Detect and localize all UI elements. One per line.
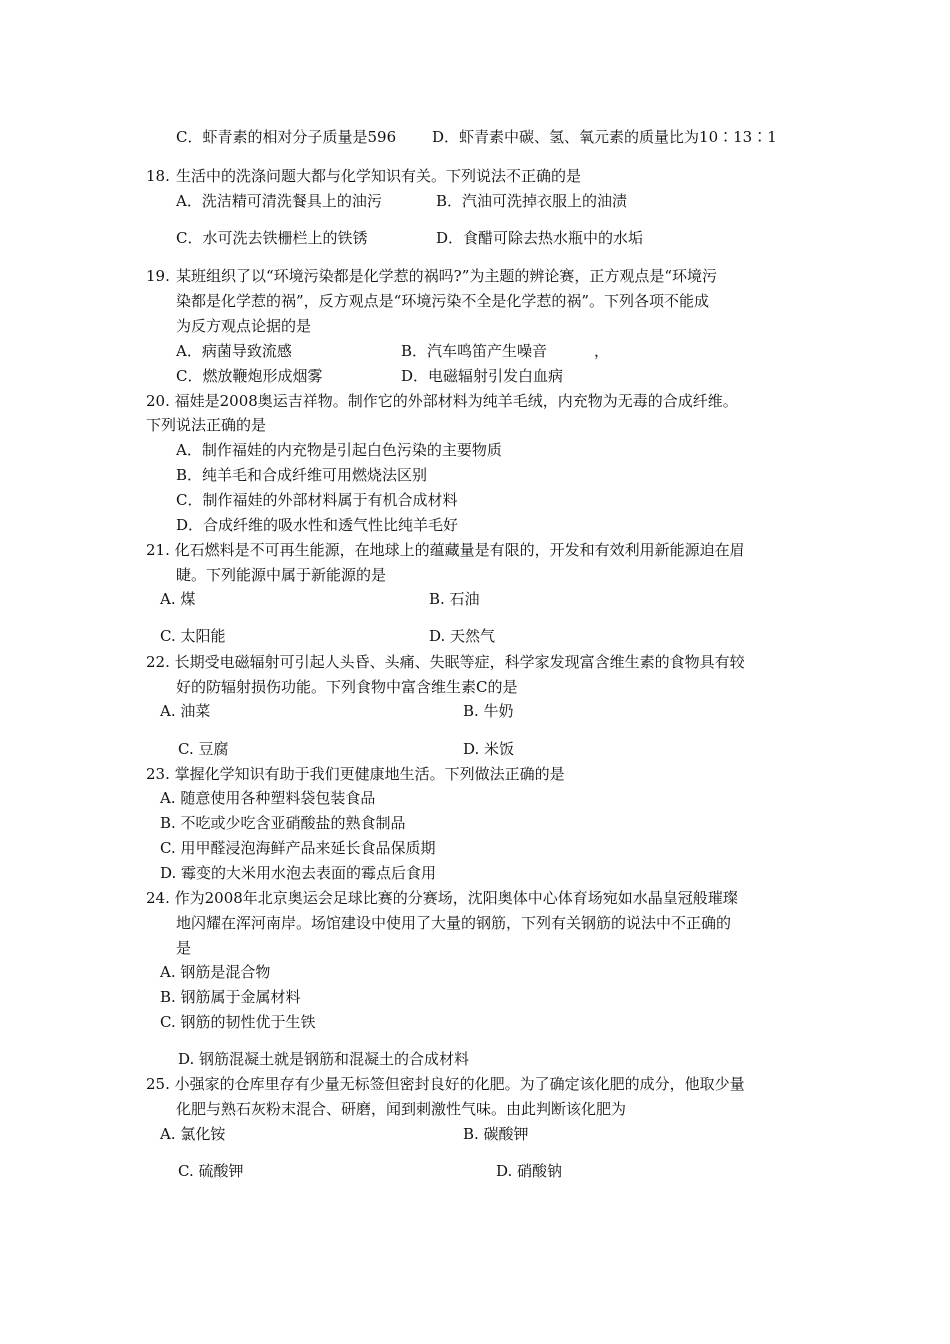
q20-option-c: C．制作福娃的外部材料属于有机合成材料 [176, 491, 458, 509]
q21-stem-line1: 21. 化石燃料是不可再生能源，在地球上的蕴藏量是有限的，开发和有效利用新能源迫在眉 [146, 541, 745, 559]
q23-option-c: C. 用甲醛浸泡海鲜产品来延长食品保质期 [160, 839, 436, 857]
q19-stem-line3: 为反方观点论据的是 [176, 317, 312, 335]
q19-stem-line2: 染都是化学惹的祸”，反方观点是“环境污染不全是化学惹的祸”。下列各项不能成 [176, 292, 710, 310]
q24-option-b: B. 钢筋属于金属材料 [160, 988, 301, 1006]
q18-option-c: C．水可洗去铁栅栏上的铁锈 [176, 229, 368, 247]
q22-option-a: A. 油菜 [160, 702, 211, 720]
q18-option-b: B．汽油可洗掉衣服上的油渍 [436, 192, 628, 210]
q19-option-a: A．病菌导致流感 [176, 342, 292, 360]
q25-option-a: A. 氯化铵 [160, 1125, 226, 1143]
q23-option-a: A. 随意使用各种塑料袋包装食品 [160, 789, 376, 807]
q23-option-b: B. 不吃或少吃含亚硝酸盐的熟食制品 [160, 814, 406, 832]
q17-option-c: C．虾青素的相对分子质量是596 [176, 128, 397, 146]
q22-stem-line2: 好的防辐射损伤功能。下列食物中富含维生素C的是 [176, 678, 518, 696]
q25-stem-line1: 25. 小强家的仓库里存有少量无标签但密封良好的化肥。为了确定该化肥的成分，他取少量 [146, 1075, 745, 1093]
q20-option-b: B．纯羊毛和合成纤维可用燃烧法区别 [176, 466, 428, 484]
q19-option-c: C．燃放鞭炮形成烟雾 [176, 367, 323, 385]
q18-stem: 生活中的洗涤问题大都与化学知识有关。下列说法不正确的是 [176, 167, 582, 185]
q24-option-c: C. 钢筋的韧性优于生铁 [160, 1013, 316, 1031]
q18-number: 18. [146, 167, 170, 185]
q19-option-d: D．电磁辐射引发白血病 [401, 367, 564, 385]
q17-option-d: D．虾青素中碳、氢、氧元素的质量比为10∶13∶1 [432, 128, 777, 146]
q23-option-d: D. 霉变的大米用水泡去表面的霉点后食用 [160, 864, 437, 882]
q25-option-b: B. 碳酸钾 [463, 1125, 529, 1143]
q24-stem-line1: 24. 作为2008年北京奥运会足球比赛的分赛场，沈阳奥体中心体育场宛如水晶皇冠般璀璨 [146, 889, 738, 907]
q19-option-b: B．汽车鸣笛产生噪音 [401, 342, 548, 360]
q25-option-d: D. 硝酸钠 [496, 1162, 563, 1180]
q23-stem: 23. 掌握化学知识有助于我们更健康地生活。下列做法正确的是 [146, 765, 565, 783]
q25-stem-line2: 化肥与熟石灰粉末混合、研磨，闻到刺激性气味。由此判断该化肥为 [176, 1100, 627, 1118]
q21-stem-line2: 睫。下列能源中属于新能源的是 [176, 566, 387, 584]
q22-stem-line1: 22. 长期受电磁辐射可引起人头昏、头痛、失眠等症，科学家发现富含维生素的食物具有较 [146, 653, 745, 671]
q21-option-a: A. 煤 [160, 590, 196, 608]
q19-stray-comma: ， [594, 342, 610, 360]
q25-option-c: C. 硫酸钾 [178, 1162, 244, 1180]
q24-option-d: D. 钢筋混凝土就是钢筋和混凝土的合成材料 [178, 1050, 470, 1068]
q20-option-a: A．制作福娃的内充物是引起白色污染的主要物质 [176, 441, 502, 459]
q22-option-d: D. 米饭 [463, 740, 515, 758]
q24-stem-line2: 地闪耀在浑河南岸。场馆建设中使用了大量的钢筋，下列有关钢筋的说法中不正确的 [176, 914, 732, 932]
q20-stem-line2: 下列说法正确的是 [146, 416, 267, 434]
q21-option-c: C. 太阳能 [160, 627, 226, 645]
q22-option-c: C. 豆腐 [178, 740, 229, 758]
q20-option-d: D．合成纤维的吸水性和透气性比纯羊毛好 [176, 516, 459, 534]
q24-option-a: A. 钢筋是混合物 [160, 963, 271, 981]
q18-option-a: A．洗洁精可清洗餐具上的油污 [176, 192, 382, 210]
q24-stem-line3: 是 [176, 939, 192, 957]
q19-number: 19. [146, 267, 170, 285]
q19-stem-line1: 某班组织了以“环境污染都是化学惹的祸吗?”为主题的辨论赛，正方观点是“环境污 [176, 267, 718, 285]
q18-option-d: D．食醋可除去热水瓶中的水垢 [436, 229, 644, 247]
q21-option-d: D. 天然气 [429, 627, 496, 645]
q22-option-b: B. 牛奶 [463, 702, 514, 720]
q21-option-b: B. 石油 [429, 590, 480, 608]
q20-stem-line1: 20. 福娃是2008奥运吉祥物。制作它的外部材料为纯羊毛绒，内充物为无毒的合成纤维。 [146, 392, 738, 410]
